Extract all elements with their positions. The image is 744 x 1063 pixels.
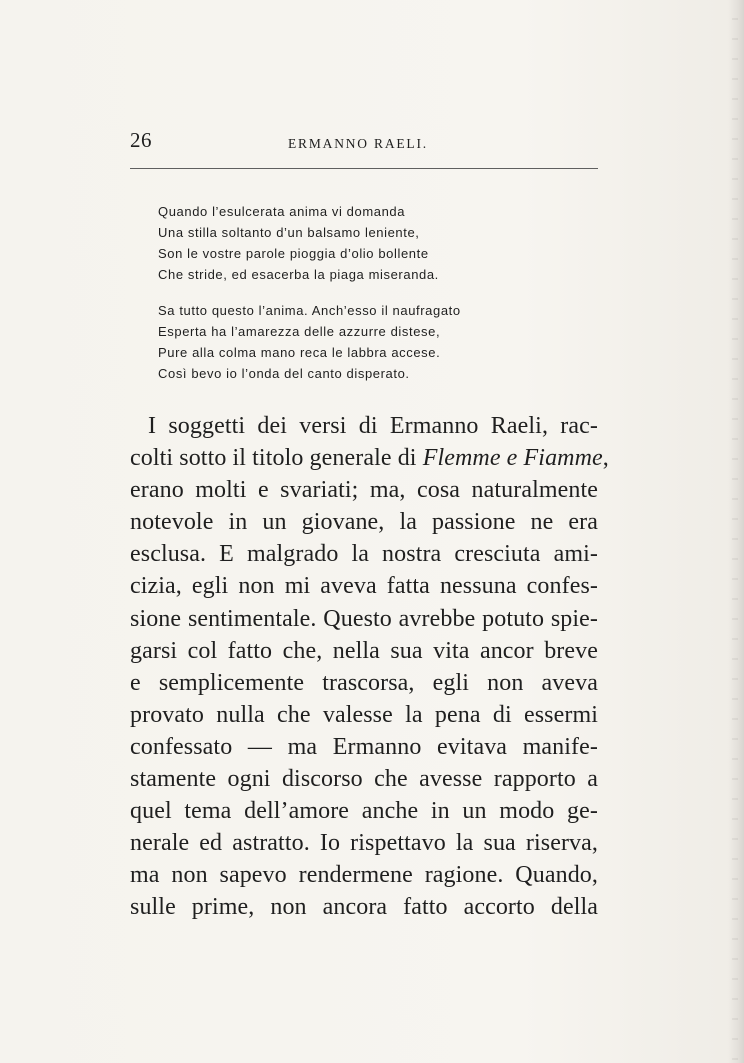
page-edge-marks: [732, 0, 738, 1063]
body-line-with-title: [130, 442, 609, 474]
poem-line: Così bevo io l’onda del canto disperato.: [158, 366, 410, 381]
poem-line: Che stride, ed esacerba la piaga miseranda.: [158, 267, 439, 282]
body-line: garsi col fatto che, nella sua vita ancor breve: [130, 637, 598, 664]
poem-line: Una stilla soltanto d’un balsamo leniente,: [158, 225, 420, 240]
running-head: ERMANNO RAELI.: [288, 136, 428, 151]
poem-line: Son le vostre parole pioggia d’olio bollente: [158, 246, 429, 261]
body-line: esclusa. E malgrado la nostra cresciuta ami-: [130, 541, 598, 568]
body-line-text: ,: [602, 445, 609, 472]
body-line: confessato — ma Ermanno evitava manife-: [130, 733, 598, 760]
body-line: quel tema dell’amore anche in un modo ge-: [130, 798, 598, 825]
body-line: I soggetti dei versi di Ermanno Raeli, rac-: [148, 413, 598, 439]
body-line: nerale ed astratto. Io rispettavo la sua riserva,: [130, 830, 598, 857]
body-line: cizia, egli non mi aveva fatta nessuna confes-: [130, 573, 598, 600]
poem-stanza-2: [158, 300, 588, 384]
poem-line: Sa tutto questo l’anima. Anch’esso il naufragato: [158, 303, 461, 318]
body-line: sulle prime, non ancora fatto accorto della: [130, 894, 598, 921]
poem-line: Esperta ha l’amarezza delle azzurre distese,: [158, 324, 441, 339]
poem-block: [158, 201, 588, 384]
poem-stanza-1: [158, 201, 588, 285]
body-line: ma non sapevo rendermene ragione. Quando,: [130, 862, 598, 889]
body-line: erano molti e svariati; ma, cosa naturalmente: [130, 477, 598, 504]
poem-line: Pure alla colma mano reca le labbra accese.: [158, 345, 441, 360]
page-number: 26: [130, 128, 152, 152]
body-line: provato nulla che valesse la pena di essermi: [130, 701, 598, 728]
body-line: stamente ogni discorso che avesse rapporto a: [130, 766, 598, 793]
poem-line: Quando l’esulcerata anima vi domanda: [158, 204, 406, 219]
body-line: e semplicemente trascorsa, egli non aveva: [130, 669, 598, 696]
body-line-text: colti sotto il titolo generale di: [130, 445, 423, 472]
body-line: notevole in un giovane, la passione ne era: [130, 509, 598, 536]
work-title: Flemme e Fiamme: [422, 445, 603, 472]
header-rule: [130, 168, 598, 169]
page-header: [130, 128, 598, 152]
body-text: [130, 410, 609, 924]
body-line: sione sentimentale. Questo avrebbe potuto spie-: [130, 605, 598, 632]
